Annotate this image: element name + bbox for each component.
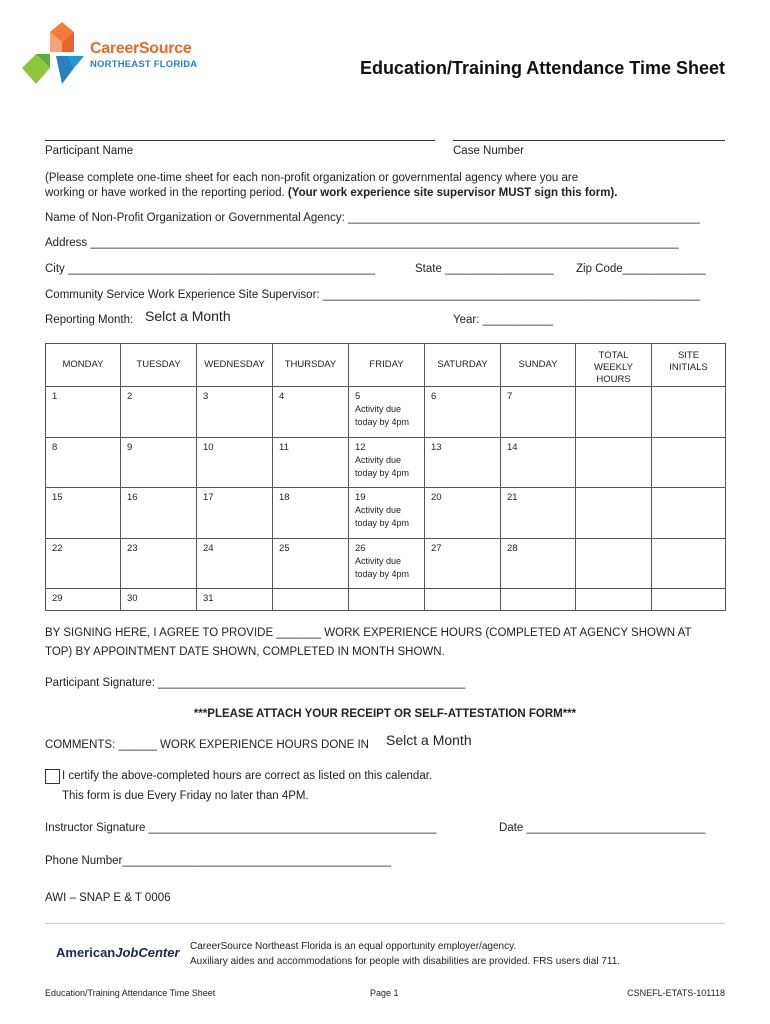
footer-divider (45, 923, 725, 924)
participant-name-label: Participant Name (45, 145, 134, 157)
ajc-part2: JobCenter (115, 945, 180, 960)
day-number: 19 (355, 492, 366, 503)
certify-line1: I certify the above-completed hours are correct as listed on this calendar. (62, 770, 433, 782)
certify-checkbox[interactable] (45, 769, 60, 784)
reporting-month-label: Reporting Month: (45, 314, 134, 326)
day-number: 23 (127, 542, 138, 554)
calendar-day-cell[interactable] (197, 538, 273, 589)
day-number: 3 (203, 391, 209, 402)
day-number: 9 (127, 441, 133, 453)
logo-brand: CareerSource (90, 40, 192, 57)
calendar-day-cell[interactable] (425, 387, 501, 438)
calendar-day-cell[interactable] (425, 589, 501, 611)
calendar-day-cell[interactable] (46, 589, 121, 611)
day-number: 5 (355, 391, 361, 402)
day-number: 15 (52, 492, 63, 503)
zip-field[interactable]: Zip Code_____________ (576, 263, 706, 275)
header-thursday: THURSDAY (273, 344, 349, 387)
friday-note-line2: today by 4pm (355, 417, 410, 427)
calendar-day-cell[interactable] (46, 538, 121, 589)
case-number-line[interactable] (453, 140, 725, 141)
instructor-signature-field[interactable]: Instructor Signature _____________________________________________ (45, 822, 437, 834)
instructions-line2 (45, 187, 617, 199)
calendar-day-cell[interactable] (349, 437, 425, 488)
calendar-week-row (46, 437, 726, 488)
calendar-day-cell[interactable] (121, 538, 197, 589)
comments-month-select[interactable]: Selct a Month (386, 732, 472, 748)
eeo-line2: Auxiliary aides and accommodations for people with disabilities are provided. FRS users dial 711. (190, 956, 621, 967)
calendar-day-cell[interactable] (425, 488, 501, 539)
friday-note-line1: Activity due (355, 454, 402, 465)
day-number: 27 (431, 542, 442, 554)
calendar-day-cell[interactable] (425, 538, 501, 589)
day-number: 22 (52, 542, 63, 554)
attach-notice: ***PLEASE ATTACH YOUR RECEIPT OR SELF-ATTESTATION FORM*** (193, 708, 577, 720)
calendar-day-cell[interactable] (121, 488, 197, 539)
friday-note-line1: Activity due (355, 555, 402, 566)
total-weekly-hours-cell[interactable] (576, 437, 652, 488)
address-field[interactable]: Address ____________________________________________________________________________________________ (45, 237, 679, 249)
calendar-day-cell[interactable] (273, 589, 349, 611)
calendar-header-row (46, 344, 726, 387)
header-total-weekly-hours: TOTAL WEEKLY HOURS (576, 344, 652, 387)
calendar-day-cell[interactable] (46, 488, 121, 539)
attendance-calendar (45, 343, 726, 611)
agreement-line1: BY SIGNING HERE, I AGREE TO PROVIDE _______ WORK EXPERIENCE HOURS (COMPLETED AT AGENCY SHOWN AT (45, 627, 692, 639)
certify-line2: This form is due Every Friday no later than 4PM. (62, 790, 309, 802)
header-sunday: SUNDAY (501, 344, 576, 387)
agency-field[interactable]: Name of Non-Profit Organization or Governmental Agency: _______________________________________________________ (45, 212, 700, 224)
day-number: 6 (431, 391, 437, 402)
friday-note-line2: today by 4pm (355, 518, 410, 528)
calendar-day-cell[interactable] (121, 437, 197, 488)
calendar-week-row (46, 589, 726, 611)
total-weekly-hours-cell[interactable] (576, 538, 652, 589)
day-number: 8 (52, 441, 58, 453)
day-number: 20 (431, 492, 442, 503)
instructions-line1: (Please complete one-time sheet for each non-profit organization or governmental agency where you are (45, 172, 579, 184)
date-field[interactable]: Date ____________________________ (499, 822, 706, 834)
calendar-week-row (46, 488, 726, 539)
day-number: 31 (203, 593, 214, 604)
calendar-day-cell[interactable] (197, 387, 273, 438)
calendar-day-cell[interactable] (501, 387, 576, 438)
phone-field[interactable]: Phone Number__________________________________________ (45, 855, 391, 867)
page-title: Education/Training Attendance Time Sheet (359, 58, 725, 78)
calendar-day-cell[interactable] (46, 437, 121, 488)
calendar-day-cell[interactable] (349, 387, 425, 438)
participant-name-line[interactable] (45, 140, 435, 141)
footer-code: CSNEFL-ETATS-101118 (627, 988, 725, 998)
calendar-day-cell[interactable] (349, 538, 425, 589)
calendar-day-cell[interactable] (349, 589, 425, 611)
calendar-week-row (46, 538, 726, 589)
header-site-initials: SITE INITIALS (652, 344, 726, 387)
logo-region: NORTHEAST FLORIDA (90, 59, 198, 70)
day-number: 24 (203, 542, 214, 554)
day-number: 25 (279, 542, 290, 554)
year-field[interactable]: Year: ___________ (453, 314, 553, 326)
site-initials-cell[interactable] (652, 488, 726, 539)
ajc-part1: American (56, 945, 116, 960)
calendar-week-row (46, 387, 726, 438)
calendar-day-cell[interactable] (273, 488, 349, 539)
calendar-day-cell[interactable] (46, 387, 121, 438)
logo-mark-icon (22, 22, 88, 88)
calendar-day-cell[interactable] (425, 437, 501, 488)
day-number: 16 (127, 492, 138, 503)
total-weekly-hours-cell[interactable] (576, 488, 652, 539)
footer-page: Page 1 (370, 988, 399, 998)
header-wednesday: WEDNESDAY (197, 344, 273, 387)
calendar-day-cell[interactable] (197, 488, 273, 539)
day-number: 12 (355, 441, 366, 453)
calendar-day-cell[interactable] (273, 387, 349, 438)
day-number: 18 (279, 492, 290, 503)
day-number: 26 (355, 542, 366, 554)
calendar-day-cell[interactable] (197, 589, 273, 611)
calendar-day-cell[interactable] (501, 488, 576, 539)
day-number: 30 (127, 593, 138, 604)
friday-note-line2: today by 4pm (355, 568, 410, 579)
calendar-day-cell[interactable] (501, 538, 576, 589)
agreement-line2: TOP) BY APPOINTMENT DATE SHOWN, COMPLETED IN MONTH SHOWN. (45, 646, 445, 658)
calendar-day-cell[interactable] (273, 538, 349, 589)
awi-code: AWI – SNAP E & T 0006 (45, 892, 171, 904)
total-weekly-hours-cell[interactable] (576, 387, 652, 438)
american-job-center-logo (56, 945, 180, 960)
friday-note-line1: Activity due (355, 404, 402, 414)
eeo-line1: CareerSource Northeast Florida is an equal opportunity employer/agency. (190, 941, 517, 952)
calendar-day-cell[interactable] (349, 488, 425, 539)
day-number: 29 (52, 593, 63, 604)
state-field[interactable]: State _________________ (415, 263, 554, 275)
header-monday: MONDAY (46, 344, 121, 387)
footer-doc-name: Education/Training Attendance Time Sheet (45, 988, 216, 998)
total-weekly-hours-cell[interactable] (576, 589, 652, 611)
instructions-bold: (Your work experience site supervisor MUST sign this form). (287, 187, 618, 199)
header-tuesday: TUESDAY (121, 344, 197, 387)
friday-note-line2: today by 4pm (355, 467, 410, 478)
day-number: 13 (431, 441, 442, 453)
site-initials-cell[interactable] (652, 538, 726, 589)
case-number-label: Case Number (453, 145, 524, 157)
calendar-day-cell[interactable] (501, 437, 576, 488)
comments-label: COMMENTS: ______ WORK EXPERIENCE HOURS DONE IN (45, 739, 369, 751)
supervisor-field[interactable]: Community Service Work Experience Site Supervisor: ___________________________________________________________ (45, 289, 701, 301)
header-friday: FRIDAY (349, 344, 425, 387)
calendar-day-cell[interactable] (501, 589, 576, 611)
site-initials-cell[interactable] (652, 387, 726, 438)
day-number: 28 (507, 542, 518, 554)
day-number: 14 (507, 441, 518, 453)
day-number: 10 (203, 441, 214, 453)
instructions-plain: working or have worked in the reporting period. (45, 187, 288, 199)
day-number: 17 (203, 492, 214, 503)
site-initials-cell[interactable] (652, 589, 726, 611)
calendar-day-cell[interactable] (273, 437, 349, 488)
calendar-day-cell[interactable] (121, 589, 197, 611)
calendar-day-cell[interactable] (121, 387, 197, 438)
header-saturday: SATURDAY (425, 344, 501, 387)
day-number: 1 (52, 391, 58, 402)
site-initials-cell[interactable] (652, 437, 726, 488)
city-field[interactable]: City ________________________________________________ (45, 263, 375, 275)
day-number: 11 (279, 441, 289, 453)
day-number: 4 (279, 391, 285, 402)
day-number: 7 (507, 391, 513, 402)
careersource-logo (22, 22, 202, 90)
friday-note-line1: Activity due (355, 505, 402, 515)
day-number: 2 (127, 391, 133, 402)
day-number: 21 (507, 492, 518, 503)
calendar-day-cell[interactable] (197, 437, 273, 488)
participant-signature-field[interactable]: Participant Signature: ________________________________________________ (45, 677, 466, 689)
reporting-month-select[interactable]: Selct a Month (145, 308, 231, 324)
